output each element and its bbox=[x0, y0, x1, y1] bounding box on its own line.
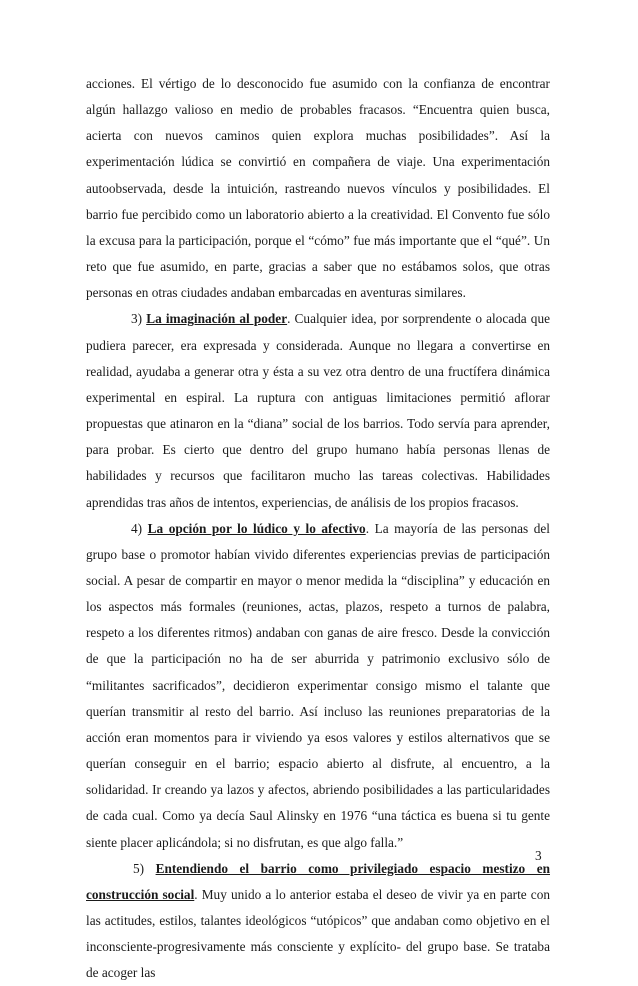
section-heading: Entendiendo el barrio como privilegiado espacio mestizo en construcción social bbox=[86, 860, 550, 902]
body-text bbox=[86, 71, 550, 986]
paragraph-text: acciones. El vértigo de lo desconocido fue asumido con la confianza de encontrar algún hallazgo valioso en medio de probables fracasos. “Encuentra quien busca, acierta con nuevos caminos quien explora muchas posibilidades”. Así la experimentación lúdica se convirtió en compañera de viaje. Una experimentación autoobservada, desde la intuición, rastreando nuevos vínculos y posibilidades. El barrio fue percibido como un laboratorio abierto a la creatividad. El Convento fue sólo la excusa para la participación, porque el “cómo” fue más importante que el “qué”. Un reto que fue asumido, en parte, gracias a saber que no estábamos solos, que otras personas en otras ciudades andaban embarcadas en aventuras similares. bbox=[86, 76, 550, 301]
paragraph-1 bbox=[86, 71, 550, 306]
paragraph-text: . Muy unido a lo anterior estaba el deseo de vivir ya en parte con las actitudes, estilos, talantes ideológicos “utópicos” que andaban como objetivo en el inconsciente-progresivamente más consciente y explícito- del grupo base. Se trataba de acoger las bbox=[86, 886, 550, 981]
section-heading: La imaginación al poder bbox=[146, 311, 288, 327]
list-number: 4) bbox=[131, 520, 143, 536]
list-number: 3) bbox=[131, 311, 143, 327]
section-heading: La opción por lo lúdico y lo afectivo bbox=[147, 520, 366, 536]
page-number: 3 bbox=[535, 848, 542, 863]
list-number: 5) bbox=[133, 860, 145, 876]
paragraph-4 bbox=[86, 856, 550, 986]
paragraph-text: . Cualquier idea, por sorprendente o alocada que pudiera parecer, era expresada y considerada. Aunque no llegara a convertirse en realidad, ayudaba a generar otra y ésta a su vez otra dentro de una fructífera dinámica experimental en espiral. La ruptura con antiguas limitaciones permitió aflorar propuestas que atinaron en la “diana” social de los barrios. Todo servía para aprender, para probar. Es cierto que dentro del grupo humano había personas llenas de habilidades y recursos que facilitaron mucho las tareas colectivas. Habilidades aprendidas tras años de intentos, experiencias, de análisis de los propios fracasos. bbox=[86, 311, 550, 510]
paragraph-2 bbox=[86, 306, 550, 515]
paragraph-text: . La mayoría de las personas del grupo base o promotor habían vivido diferentes experiencias previas de participación social. A pesar de compartir en mayor o menor medida la “disciplina” y educación en los aspectos más formales (reuniones, actas, plazos, respeto a turnos de palabra, respeto a los diferentes ritmos) andaban con ganas de aire fresco. Desde la convicción de que la participación no ha de ser aburrida y patrimonio exclusivo sólo de “militantes sacrificados”, decidieron experimentar consigo mismo el talante que querían transmitir al resto del barrio. Así incluso las reuniones preparatorias de la acción eran momentos para ir viviendo ya esos valores y estilos alternativos que se querían conseguir en el barrio; espacio abierto al disfrute, al encuentro, a la solidaridad. Ir creando ya lazos y afectos, abriendo posibilidades a las particularidades de cada cual. Como ya decía Saul Alinsky en 1976 “una táctica es buena si tu gente siente placer aplicándola; si no disfrutan, es que algo falla.” bbox=[86, 520, 550, 850]
paragraph-3 bbox=[86, 516, 550, 856]
